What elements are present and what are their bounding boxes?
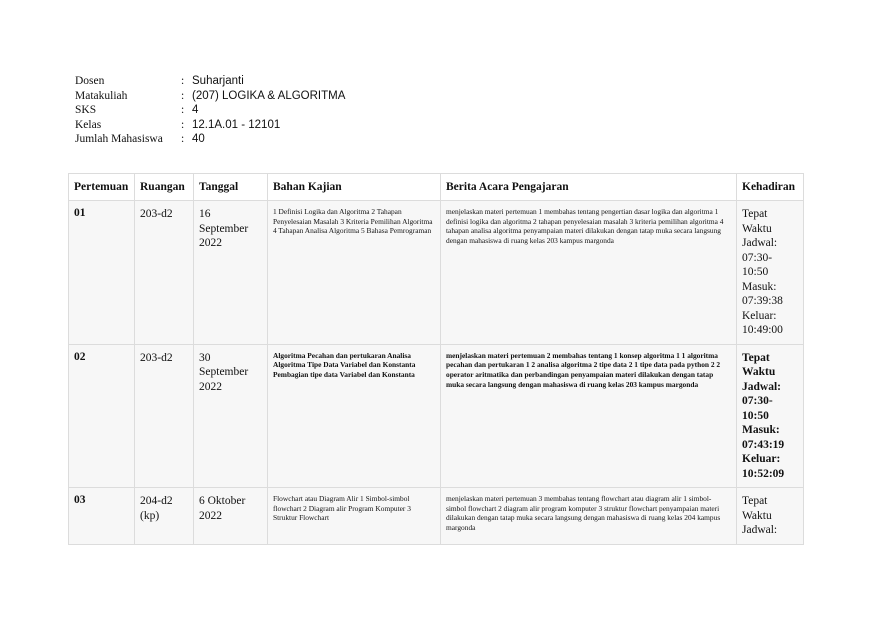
meta-value: Suharjanti bbox=[192, 75, 244, 87]
header-pertemuan: Pertemuan bbox=[69, 174, 135, 201]
kehadiran-line: Waktu bbox=[742, 509, 772, 522]
kehadiran-line: Keluar: bbox=[742, 453, 781, 465]
table-header-row bbox=[69, 174, 804, 201]
kehadiran-line: Jadwal: bbox=[742, 524, 778, 536]
kehadiran-line: 10:52:09 bbox=[742, 467, 785, 480]
course-info bbox=[75, 74, 345, 147]
meta-label: Kelas bbox=[75, 118, 102, 131]
meta-colon: : bbox=[181, 89, 185, 102]
cell-pertemuan: 02 bbox=[69, 344, 135, 488]
kehadiran-line: Jadwal: bbox=[742, 237, 778, 249]
cell-tanggal: 6 Oktober 2022 bbox=[194, 488, 268, 545]
meta-row-kelas bbox=[75, 118, 345, 133]
kehadiran-line: Waktu bbox=[742, 222, 772, 235]
cell-kehadiran bbox=[737, 201, 804, 345]
kehadiran-line: 10:49:00 bbox=[742, 324, 783, 336]
cell-kehadiran bbox=[737, 488, 804, 545]
meta-colon: : bbox=[181, 75, 185, 87]
header-ruangan: Ruangan bbox=[135, 174, 194, 201]
cell-berita-acara: menjelaskan materi pertemuan 2 membahas tentang 1 konsep algoritma 1 1 algoritma pecahan dan pertukaran 1 2 analisa algoritma 2 tipe data 2 1 tipe data pada python 2 2 operator aritmatika dan perbandingan penyampaian materi dilakukan dengan tatap muka secara langsung dengan mahasiswa di ruang kelas 203 kampus margonda bbox=[441, 344, 737, 488]
meta-value: 40 bbox=[192, 133, 205, 146]
cell-tanggal: 16 September 2022 bbox=[194, 201, 268, 345]
cell-berita-acara: menjelaskan materi pertemuan 3 membahas tentang flowchart atau diagram alir 1 simbol-simbol flowchart 2 diagram alir program komputer 3 struktur flowchart penyampaian materi dilakukan dengan tatap muka secara langsung dengan mahasiswa di ruang kelas 204 kampus margonda bbox=[441, 488, 737, 545]
kehadiran-line: Masuk: bbox=[742, 424, 780, 436]
cell-bahan-kajian: 1 Definisi Logika dan Algoritma 2 Tahapan Penyelesaian Masalah 3 Kriteria Pemilihan Algoritma 4 Tahapan Analisa Algoritma 5 Bahasa Pemrograman bbox=[268, 201, 441, 345]
meta-label: SKS bbox=[75, 104, 97, 117]
kehadiran-line: 10:50 bbox=[742, 266, 769, 278]
cell-kehadiran bbox=[737, 344, 804, 488]
cell-pertemuan: 01 bbox=[69, 201, 135, 345]
meta-colon: : bbox=[181, 104, 185, 117]
meta-label: Jumlah Mahasiswa bbox=[75, 133, 163, 146]
kehadiran-line: 10:50 bbox=[742, 409, 769, 422]
meta-label: Dosen bbox=[75, 75, 105, 87]
kehadiran-line: Tepat bbox=[742, 495, 768, 507]
cell-tanggal: 30 September 2022 bbox=[194, 344, 268, 488]
cell-pertemuan: 03 bbox=[69, 488, 135, 545]
meta-value: (207) LOGIKA & ALGORITMA bbox=[192, 89, 346, 102]
kehadiran-line: 07:43:19 bbox=[742, 438, 785, 451]
kehadiran-line: Keluar: bbox=[742, 309, 777, 322]
meta-row-jumlah-mahasiswa bbox=[75, 132, 345, 147]
kehadiran-line: Tepat bbox=[742, 208, 768, 220]
cell-berita-acara: menjelaskan materi pertemuan 1 membahas tentang pengertian dasar logika dan algoritma 1 definisi logika dan algoritma 2 tahapan penyelesaian masalah 3 kriteria pemilihan algoritma 4 tahapan analisa algoritma penyampaian materi dilakukan dengan tatap muka secara langsung dengan mahasiswa di ruang kelas 203 kampus margonda bbox=[441, 201, 737, 345]
cell-ruangan: 203-d2 bbox=[135, 344, 194, 488]
cell-bahan-kajian: Algoritma Pecahan dan pertukaran Analisa Algoritma Tipe Data Variabel dan Konstanta Pembagian tipe data Variabel dan Konstanta bbox=[268, 344, 441, 488]
meta-label: Matakuliah bbox=[75, 89, 128, 102]
cell-bahan-kajian: Flowchart atau Diagram Alir 1 Simbol-simbol flowchart 2 Diagram alir Program Komputer 3 Struktur Flowchart bbox=[268, 488, 441, 545]
kehadiran-line: 07:30- bbox=[742, 251, 773, 264]
meta-row-matakuliah bbox=[75, 89, 345, 104]
table-row bbox=[69, 344, 804, 488]
kehadiran-line: 07:30- bbox=[742, 395, 773, 407]
teaching-journal-table bbox=[68, 173, 804, 545]
meta-colon: : bbox=[181, 133, 185, 146]
header-bahan-kajian: Bahan Kajian bbox=[268, 174, 441, 201]
meta-colon: : bbox=[181, 118, 185, 131]
meta-value: 4 bbox=[192, 104, 199, 117]
table-row bbox=[69, 488, 804, 545]
cell-ruangan: 203-d2 bbox=[135, 201, 194, 345]
header-berita-acara: Berita Acara Pengajaran bbox=[441, 174, 737, 201]
header-tanggal: Tanggal bbox=[194, 174, 268, 201]
cell-ruangan: 204-d2 (kp) bbox=[135, 488, 194, 545]
kehadiran-line: Jadwal: bbox=[742, 380, 781, 393]
kehadiran-line: Tepat bbox=[742, 351, 770, 364]
kehadiran-line: Masuk: bbox=[742, 280, 777, 293]
header-kehadiran: Kehadiran bbox=[737, 174, 804, 201]
meta-value: 12.1A.01 - 12101 bbox=[192, 118, 281, 131]
table-row bbox=[69, 201, 804, 345]
kehadiran-line: Waktu bbox=[742, 366, 776, 378]
meta-row-dosen bbox=[75, 74, 345, 89]
kehadiran-line: 07:39:38 bbox=[742, 295, 783, 307]
meta-row-sks bbox=[75, 103, 345, 118]
